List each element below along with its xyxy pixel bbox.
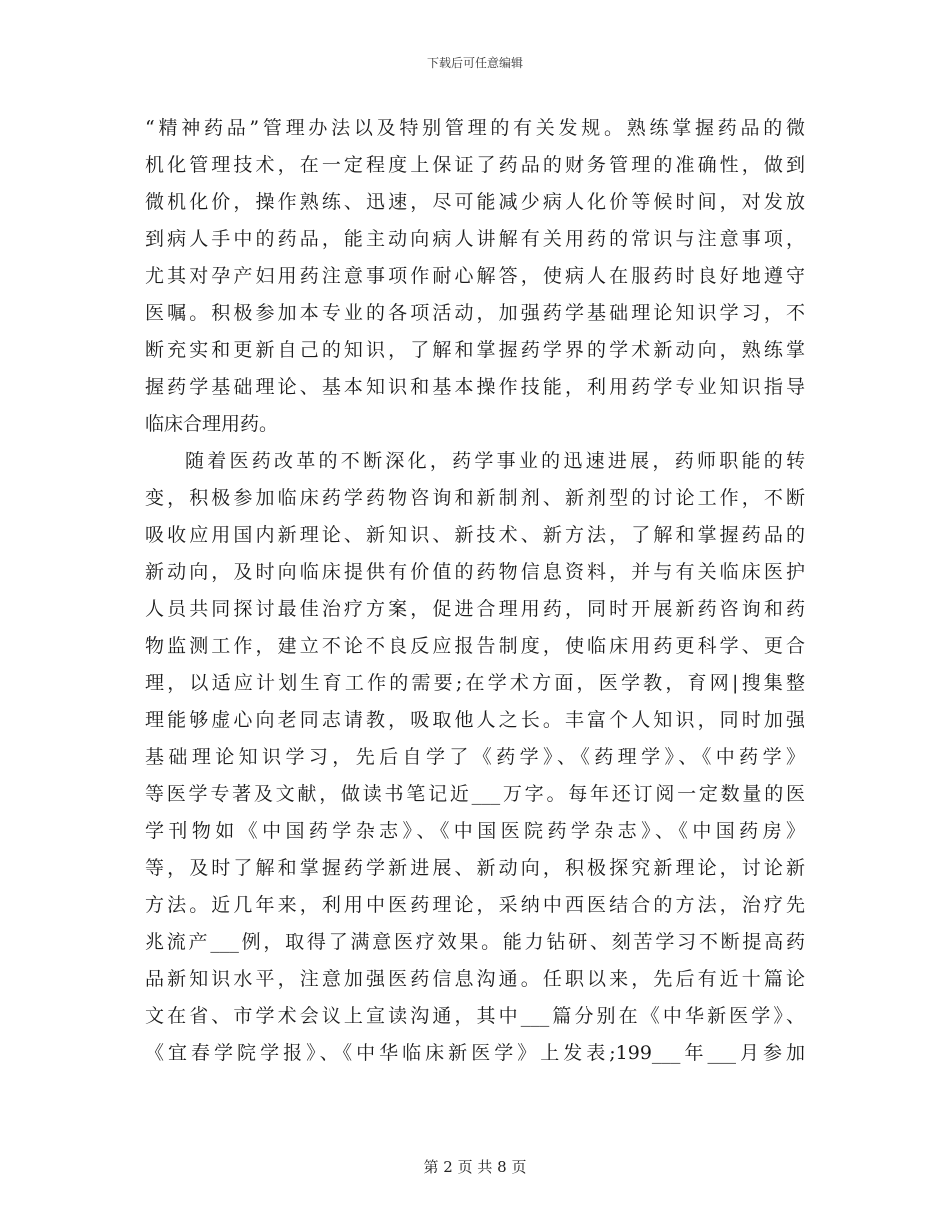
paragraph-1 bbox=[145, 110, 805, 443]
text-line: 等，及时了解和掌握药学新进展、新动向，积极探究新理论，讨论新 bbox=[145, 857, 805, 879]
text-line: 基础理论知识学习，先后自学了《药学》、《药理学》、《中药学》 bbox=[145, 746, 805, 768]
text-line: 理，以适应计划生育工作的需要;在学术方面，医学教，育网|搜集整 bbox=[145, 672, 805, 694]
text-line: 到病人手中的药品，能主动向病人讲解有关用药的常识与注意事项， bbox=[145, 228, 805, 250]
text-line: “精神药品”管理办法以及特别管理的有关发规。熟练掌握药品的微 bbox=[145, 117, 805, 139]
paragraph-2 bbox=[145, 443, 805, 1072]
text-line: 人员共同探讨最佳治疗方案，促进合理用药，同时开展新药咨询和药 bbox=[145, 598, 805, 620]
text-line: 随着医药改革的不断深化，药学事业的迅速进展，药师职能的转 bbox=[185, 450, 805, 472]
text-line: 方法。近几年来，利用中医药理论，采纳中西医结合的方法，治疗先 bbox=[145, 894, 805, 916]
text-line: 尤其对孕产妇用药注意事项作耐心解答，使病人在服药时良好地遵守 bbox=[145, 265, 805, 287]
text-line: 临床合理用药。 bbox=[145, 413, 279, 435]
text-line: 机化管理技术，在一定程度上保证了药品的财务管理的准确性，做到 bbox=[145, 154, 805, 176]
text-line: 微机化价，操作熟练、迅速，尽可能减少病人化价等候时间，对发放 bbox=[145, 191, 805, 213]
text-line: 品新知识水平，注意加强医药信息沟通。任职以来，先后有近十篇论 bbox=[145, 968, 805, 990]
text-line: 学刊物如《中国药学杂志》、《中国医院药学杂志》、《中国药房》 bbox=[145, 820, 805, 842]
text-line: 断充实和更新自己的知识，了解和掌握药学界的学术新动向，熟练掌 bbox=[145, 339, 805, 361]
text-line: 新动向，及时向临床提供有价值的药物信息资料，并与有关临床医护 bbox=[145, 561, 805, 583]
text-line: 握药学基础理论、基本知识和基本操作技能，利用药学专业知识指导 bbox=[145, 376, 805, 398]
text-line: 《宜春学院学报》、《中华临床新医学》上发表;199___年___月参加 bbox=[145, 1042, 805, 1064]
text-line: 理能够虚心向老同志请教，吸取他人之长。丰富个人知识，同时加强 bbox=[145, 709, 805, 731]
page-header: 下载后可任意编辑 bbox=[426, 56, 523, 70]
text-line: 文在省、市学术会议上宣读沟通，其中___篇分别在《中华新医学》、 bbox=[145, 1005, 805, 1027]
text-line: 医嘱。积极参加本专业的各项活动，加强药学基础理论知识学习，不 bbox=[145, 302, 805, 324]
text-line: 等医学专著及文献，做读书笔记近___万字。每年还订阅一定数量的医 bbox=[145, 783, 805, 805]
text-line: 变，积极参加临床药学药物咨询和新制剂、新剂型的讨论工作，不断 bbox=[145, 487, 805, 509]
document-body bbox=[145, 110, 805, 1072]
page-footer: 第 2 页 共 8 页 bbox=[423, 1158, 527, 1176]
text-line: 物监测工作，建立不论不良反应报告制度，使临床用药更科学、更合 bbox=[145, 635, 805, 657]
text-line: 兆流产___例，取得了满意医疗效果。能力钻研、刻苦学习不断提高药 bbox=[145, 931, 805, 953]
text-line: 吸收应用国内新理论、新知识、新技术、新方法，了解和掌握药品的 bbox=[145, 524, 805, 546]
